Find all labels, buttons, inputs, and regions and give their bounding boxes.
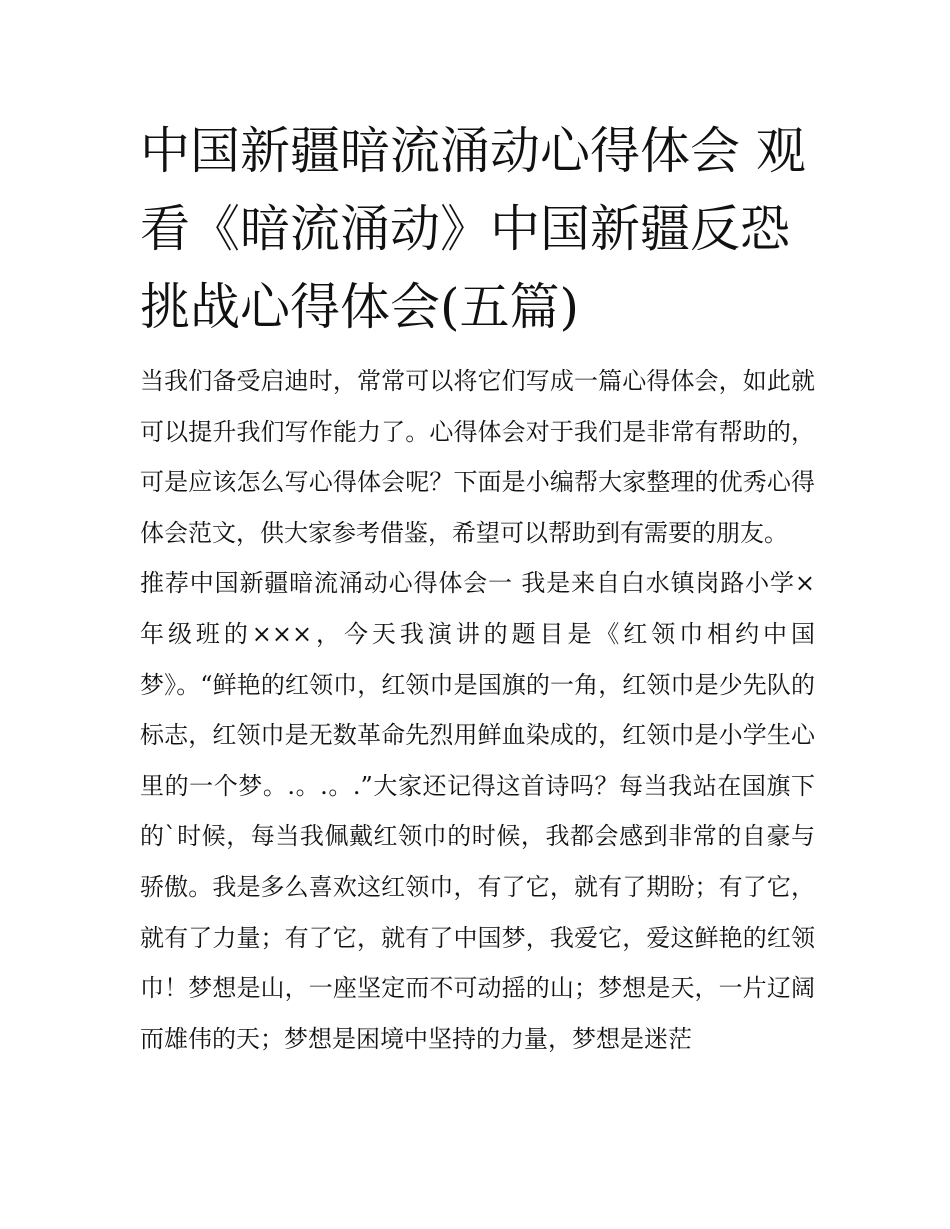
document-title: 中国新疆暗流涌动心得体会 观看《暗流涌动》中国新疆反恐挑战心得体会(五篇) [140,122,806,336]
intro-paragraph: 当我们备受启迪时，常常可以将它们写成一篇心得体会，如此就可以提升我们写作能力了。心得体会对于我们是非常有帮助的，可是应该怎么写心得体会呢？下面是小编帮大家整理的优秀心得体会范文，供大家参考借鉴，希望可以帮助到有需要的朋友。 [140,367,815,547]
document-body [140,112,815,1064]
essay-paragraph: 推荐中国新疆暗流涌动心得体会一 我是来自白水镇岗路小学×年级班的×××，今天我演讲的题目是《红领巾相约中国梦》。“鲜艳的红领巾，红领巾是国旗的一角，红领巾是少先队的标志，红领巾是无数革命先烈用鲜血染成的，红领巾是小学生心里的一个梦。.。.。.”大家还记得这首诗吗？每当我站在国旗下的`时候，每当我佩戴红领巾的时候，我都会感到非常的自豪与骄傲。我是多么喜欢这红领巾，有了它，就有了期盼；有了它，就有了力量；有了它，就有了中国梦，我爱它，爱这鲜艳的红领巾！梦想是山，一座坚定而不可动摇的山；梦想是天，一片辽阔而雄伟的天；梦想是困境中坚持的力量，梦想是迷茫 [140,569,815,1053]
